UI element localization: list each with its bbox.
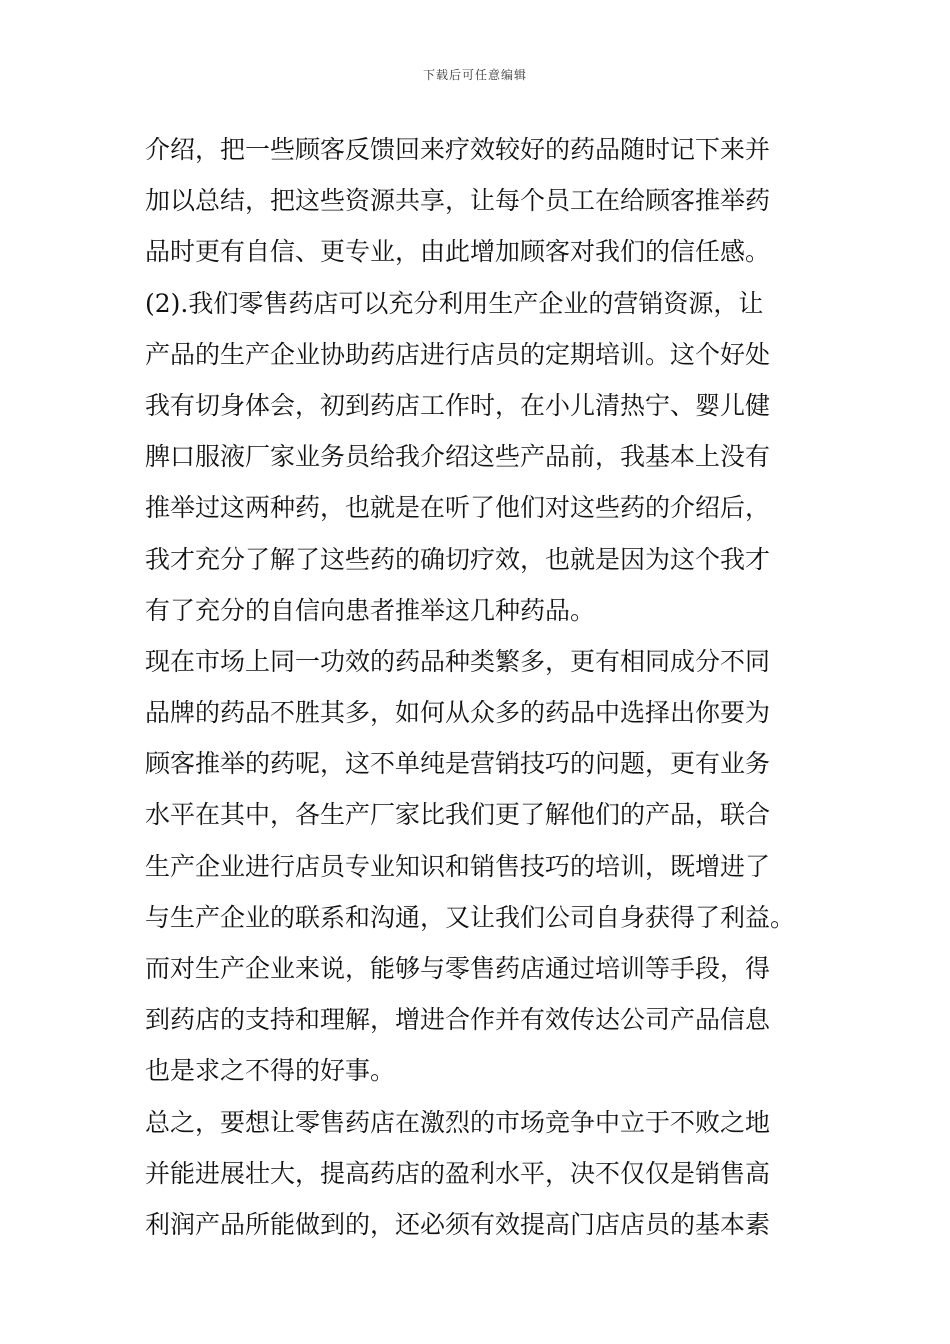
text-line: 而对生产企业来说，能够与零售药店通过培训等手段，得 [145, 954, 771, 983]
page-header: 下载后可任意编辑 [422, 68, 527, 82]
document-body [145, 124, 817, 1250]
text-line: 到药店的支持和理解，增进合作并有效传达公司产品信息 [145, 1005, 771, 1035]
text-line: 水平在其中，各生产厂家比我们更了解他们的产品，联合 [145, 800, 771, 830]
text-line: 脾口服液厂家业务员给我介绍这些产品前，我基本上没有 [145, 442, 771, 472]
text-line: 介绍，把一些顾客反馈回来疗效较好的药品随时记下来并 [145, 135, 771, 164]
text-line: 现在市场上同一功效的药品种类繁多，更有相同成分不同 [145, 646, 771, 676]
text-line: 并能进展壮大，提高药店的盈利水平，决不仅仅是销售高 [145, 1158, 771, 1188]
text-line: (2).我们零售药店可以充分利用生产企业的营销资源，让 [145, 288, 764, 318]
text-line: 有了充分的自信向患者推举这几种药品。 [145, 595, 596, 625]
text-line: 与生产企业的联系和沟通，又让我们公司自身获得了利益。 [145, 902, 796, 932]
text-line: 推举过这两种药，也就是在听了他们对这些药的介绍后， [145, 493, 771, 523]
text-line: 顾客推举的药呢，这不单纯是营销技巧的问题，更有业务 [145, 749, 771, 779]
text-line: 加以总结，把这些资源共享，让每个员工在给顾客推举药 [145, 186, 771, 216]
text-line: 品时更有自信、更专业，由此增加顾客对我们的信任感。 [145, 237, 771, 267]
text-line: 我才充分了解了这些药的确切疗效，也就是因为这个我才 [145, 544, 771, 574]
text-line: 总之，要想让零售药店在激烈的市场竞争中立于不败之地 [145, 1107, 771, 1137]
text-line: 品牌的药品不胜其多，如何从众多的药品中选择出你要为 [145, 698, 771, 728]
text-line: 我有切身体会，初到药店工作时，在小儿清热宁、婴儿健 [145, 390, 771, 420]
text-line: 生产企业进行店员专业知识和销售技巧的培训，既增进了 [145, 851, 771, 881]
text-line: 产品的生产企业协助药店进行店员的定期培训。这个好处 [145, 339, 771, 369]
text-line: 利润产品所能做到的，还必须有效提高门店店员的基本素 [145, 1209, 771, 1239]
text-line: 也是求之不得的好事。 [145, 1056, 396, 1086]
